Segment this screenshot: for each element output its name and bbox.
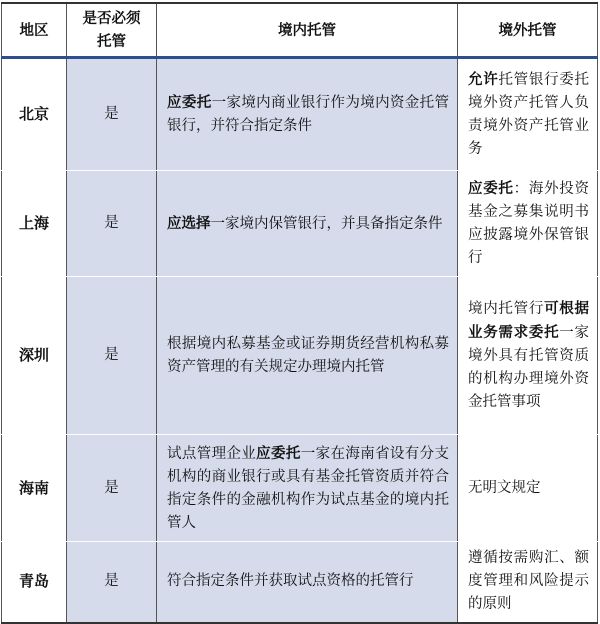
emphasis-text: 允许 (468, 71, 499, 88)
header-region: 地区 (2, 3, 67, 58)
emphasis-text: 应委托 (167, 94, 212, 111)
header-must (67, 3, 157, 58)
header-overseas: 境外托管 (458, 3, 598, 58)
body-text: 一家在海南省设有分支机构的商业银行或具有基金托管资质并符合指定条件的金融机构作为试点基金的境内托管人 (167, 445, 450, 531)
overseas-cell (458, 171, 598, 277)
body-text: 一家境内商业银行作为境内资金托管银行，并符合指定条件 (167, 95, 450, 134)
region-cell: 上海 (2, 171, 67, 277)
body-text: 一家境内保管银行，并具备指定条件 (210, 215, 443, 232)
custody-comparison-table (1, 2, 598, 624)
region-cell: 海南 (2, 435, 67, 542)
must-cell: 是 (67, 171, 157, 277)
overseas-cell (458, 542, 598, 623)
table-row-qingdao (2, 542, 598, 623)
emphasis-text: 应委托 (256, 444, 301, 462)
table-row-hainan (2, 435, 598, 542)
body-text: 无明文规定 (468, 479, 541, 496)
domestic-cell (157, 171, 458, 277)
custody-table-wrapper (1, 2, 597, 624)
emphasis-text: 应委托 (468, 180, 514, 197)
body-text: 一家境外具有托管资质的机构办理境外资金托管事项 (468, 325, 590, 410)
overseas-cell (458, 277, 598, 435)
emphasis-text: 可根据业务需求委托 (468, 300, 590, 341)
body-text: ：海外投资基金之募集说明书应披露境外保管银行 (468, 181, 590, 266)
domestic-cell (157, 435, 458, 542)
domestic-cell (157, 277, 458, 435)
emphasis-text: 应选择 (167, 214, 211, 232)
domestic-cell (157, 58, 458, 171)
header-must-line1: 是否必须 (82, 10, 141, 27)
table-row-shanghai (2, 171, 598, 277)
must-cell: 是 (67, 277, 157, 435)
body-text: 根据境内私募基金或证券期货经营机构私募资产管理的有关规定办理境内托管 (167, 335, 449, 375)
region-cell: 深圳 (2, 277, 67, 435)
must-cell: 是 (67, 58, 157, 171)
header-must-line2: 托管 (97, 33, 126, 50)
body-text: 遵循按需购汇、额度管理和风险提示的原则 (468, 550, 589, 613)
body-text: 境内托管行 (468, 301, 545, 317)
region-cell: 青岛 (2, 542, 67, 623)
body-text: 托管银行委托境外资产托管人负责境外资产托管业务 (468, 72, 590, 157)
overseas-cell (458, 435, 598, 542)
header-domestic: 境内托管 (157, 3, 458, 58)
domestic-cell (157, 542, 458, 623)
overseas-cell (458, 58, 598, 171)
must-cell: 是 (67, 542, 157, 623)
table-row-shenzhen (2, 277, 598, 435)
table-row-beijing (2, 58, 598, 171)
header-row (2, 3, 598, 58)
body-text: 试点管理企业 (167, 445, 257, 462)
region-cell: 北京 (2, 58, 67, 171)
must-cell: 是 (67, 435, 157, 542)
body-text: 符合指定条件并获取试点资格的托管行 (167, 573, 414, 590)
